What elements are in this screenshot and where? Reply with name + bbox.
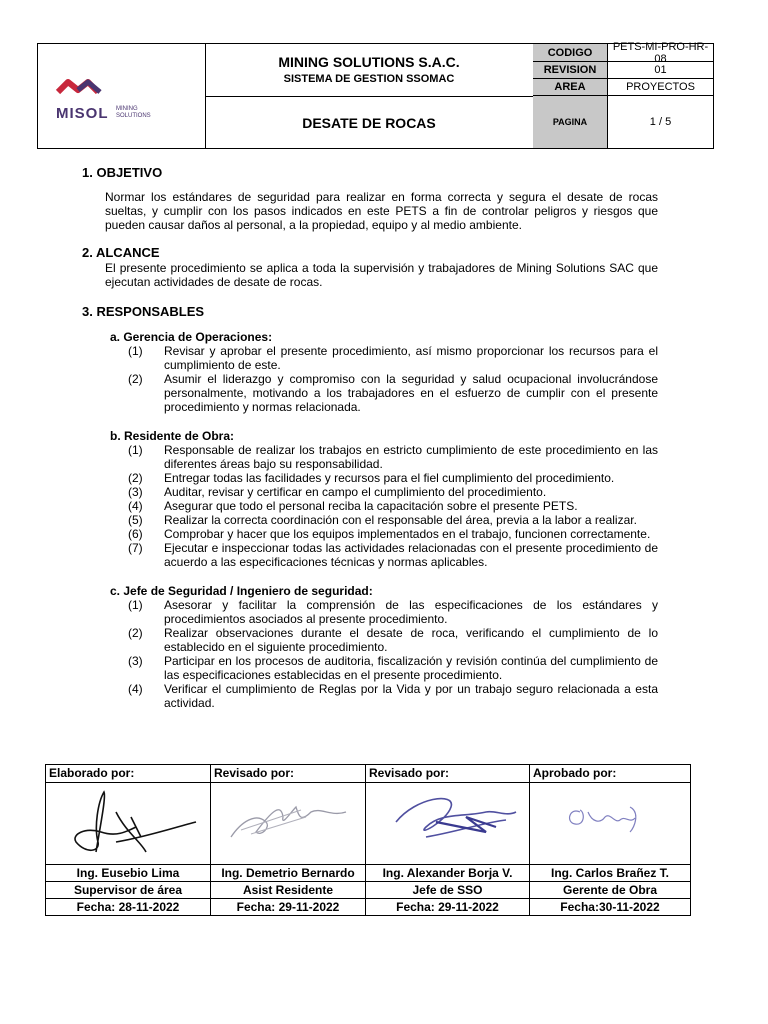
section-title: 3. RESPONSABLES — [82, 304, 205, 319]
header-meta — [533, 40, 714, 148]
section-text: El presente procedimiento se aplica a toda la supervisión y trabajadores de Mining Solutions SAC que ejecutan actividades de desate de rocas. — [105, 261, 658, 289]
item-number: (2) — [128, 372, 143, 386]
item-text: Realizar la correcta coordinación con el responsable del área, previa a la labor a realizar. — [164, 513, 637, 527]
logo-sub2: SOLUTIONS — [116, 113, 151, 119]
company-logo — [38, 44, 205, 148]
system-name: SISTEMA DE GESTION SSOMAC — [283, 73, 455, 85]
list-item — [128, 598, 658, 626]
list-item — [128, 372, 658, 414]
signer-position: Asist Residente — [211, 881, 365, 899]
logo-sub1: MINING — [116, 106, 138, 112]
signer-name: Ing. Demetrio Bernardo — [211, 864, 365, 882]
meta-key: REVISION — [533, 62, 608, 78]
item-text: Responsable de realizar los trabajos en estricto cumplimiento de este procedimiento en las diferentes áreas bajo su responsabilidad. — [164, 443, 658, 471]
subsection-title: b. Residente de Obra: — [110, 429, 235, 443]
list-item — [128, 654, 658, 682]
item-number: (3) — [128, 485, 143, 499]
item-text: Entregar todas las facilidades y recursos para el fiel cumplimiento del procedimiento. — [164, 471, 615, 485]
logo-subtext — [116, 106, 151, 120]
item-text: Ejecutar e inspeccionar todas las actividades relacionadas con el presente procedimiento de acuerdo a las especificaciones técnicas y normas aplicables. — [164, 541, 658, 569]
meta-key: AREA — [533, 79, 608, 95]
signature-column — [366, 765, 530, 915]
item-number: (4) — [128, 682, 143, 696]
item-number: (1) — [128, 598, 143, 612]
signature-image — [366, 782, 529, 864]
list-item — [128, 527, 658, 541]
item-text: Asesorar y facilitar la comprensión de las especificaciones de los estándares y procedimientos asociados al presente procedimiento. — [164, 598, 658, 626]
meta-value: PETS-MI-PRO-HR-08 — [612, 40, 709, 65]
signature-role: Aprobado por: — [530, 765, 690, 783]
section-text: Normar los estándares de seguridad para realizar en forma correcta y segura el desate de rocas sueltas, y cumplir con los pasos indicados en este PETS a fin de controlar peligros y riesgos que pueden causar daños al personal, a la propiedad, equipo y al medio ambiente. — [105, 190, 658, 232]
item-text: Revisar y aprobar el presente procedimiento, así mismo proporcionar los recursos para el cumplimiento de este. — [164, 344, 658, 372]
item-text: Realizar observaciones durante el desate de roca, verificando el cumplimiento de lo establecido en el siguiente procedimiento. — [164, 626, 658, 654]
meta-row-revision — [533, 62, 714, 79]
signature-date: Fecha: 28-11-2022 — [46, 898, 210, 916]
header-title-cell — [205, 44, 534, 148]
list-item — [128, 626, 658, 654]
item-text: Participar en los procesos de auditoria, fiscalización y revisión continúa del cumplimiento de las especificaciones establecidas en el presente procedimiento. — [164, 654, 658, 682]
company-name: MINING SOLUTIONS S.A.C. — [278, 54, 460, 70]
logo-text: MISOL — [56, 105, 109, 122]
list-item — [128, 344, 658, 372]
item-text: Asumir el liderazgo y compromiso con la seguridad y salud ocupacional involucrándose personalmente, motivando a los trabajadores en el esfuerzo de cumplir con el presente procedimiento y normas relacionada. — [164, 372, 658, 414]
signature-role: Revisado por: — [211, 765, 365, 783]
meta-value: 01 — [654, 64, 667, 76]
meta-row-area — [533, 79, 714, 96]
signature-table — [45, 764, 691, 916]
item-text: Verificar el cumplimiento de Reglas por la Vida y por un trabajo seguro relacionada a esta actividad. — [164, 682, 658, 710]
signer-position: Jefe de SSO — [366, 881, 529, 899]
item-number: (6) — [128, 527, 143, 541]
list-item — [128, 485, 658, 499]
list-item — [128, 499, 658, 513]
signature-role: Elaborado por: — [46, 765, 210, 783]
signature-column — [530, 765, 690, 915]
meta-value: PROYECTOS — [626, 81, 695, 93]
signer-position: Gerente de Obra — [530, 881, 690, 899]
list-item — [128, 471, 658, 485]
item-number: (1) — [128, 443, 143, 457]
logo-cell — [38, 44, 206, 148]
signature-date: Fecha:30-11-2022 — [530, 898, 690, 916]
signature-image — [530, 782, 690, 864]
meta-key: CODIGO — [533, 44, 608, 61]
item-number: (3) — [128, 654, 143, 668]
list-item — [128, 682, 658, 710]
document-body — [82, 166, 658, 710]
signature-column — [211, 765, 366, 915]
meta-row-codigo — [533, 40, 714, 65]
meta-key: PAGINA — [533, 96, 608, 148]
list-item — [128, 443, 658, 471]
item-number: (7) — [128, 541, 143, 555]
item-text: Auditar, revisar y certificar en campo el cumplimiento del procedimiento. — [164, 485, 547, 499]
item-number: (5) — [128, 513, 143, 527]
signer-name: Ing. Carlos Brañez T. — [530, 864, 690, 882]
signature-role: Revisado por: — [366, 765, 529, 783]
signer-name: Ing. Alexander Borja V. — [366, 864, 529, 882]
section-title: 2. ALCANCE — [82, 245, 160, 260]
item-text: Asegurar que todo el personal reciba la capacitación sobre el presente PETS. — [164, 499, 578, 513]
item-text: Comprobar y hacer que los equipos implementados en el trabajo, funcionen correctamente. — [164, 527, 651, 541]
signature-column — [46, 765, 211, 915]
signature-date: Fecha: 29-11-2022 — [211, 898, 365, 916]
signer-position: Supervisor de área — [46, 881, 210, 899]
signature-date: Fecha: 29-11-2022 — [366, 898, 529, 916]
section-title: 1. OBJETIVO — [82, 165, 163, 180]
list-item — [128, 541, 658, 569]
meta-row-pagina — [533, 96, 714, 148]
subsection-title: c. Jefe de Seguridad / Ingeniero de seguridad: — [110, 584, 373, 598]
item-number: (1) — [128, 344, 143, 358]
signer-name: Ing. Eusebio Lima — [46, 864, 210, 882]
meta-value: 1 / 5 — [649, 116, 672, 128]
item-number: (2) — [128, 471, 143, 485]
signature-image — [211, 782, 365, 864]
subsection-title: a. Gerencia de Operaciones: — [110, 330, 273, 344]
document-title: DESATE DE ROCAS — [302, 115, 436, 131]
list-item — [128, 513, 658, 527]
signature-image — [46, 782, 210, 864]
document-header — [37, 40, 714, 149]
item-number: (4) — [128, 499, 143, 513]
item-number: (2) — [128, 626, 143, 640]
